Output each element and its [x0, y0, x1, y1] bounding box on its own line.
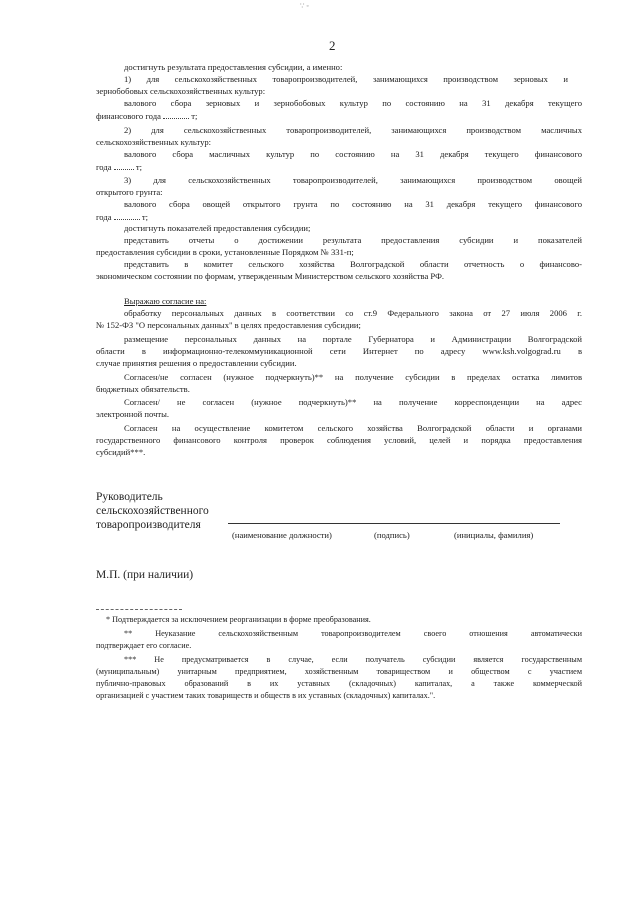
text-line: государственного финансового контроля проверок соблюдения условий, целей и порядка предоставления — [96, 435, 582, 445]
text-line: представить в комитет сельского хозяйства Волгоградской области отчетность о финансово- — [124, 259, 582, 269]
signature-line — [228, 523, 560, 524]
text-line: валового сбора овощей открытого грунта по состоянию на 31 декабря текущего финансового — [124, 199, 582, 209]
page-number: 2 — [329, 38, 336, 53]
footnote-3: *** Не предусматривается в случае, если получатель субсидии является государственным — [124, 655, 582, 664]
signature-title: товаропроизводителя — [96, 519, 201, 531]
text-line: Согласен/ не согласен (нужное подчеркнуть)** на получение корреспонденции на адрес — [124, 397, 582, 407]
text-line: 2) для сельскохозяйственных товаропроизводителей, занимающихся производством масличных — [124, 125, 582, 135]
text-line — [96, 211, 148, 223]
text-line — [96, 161, 142, 173]
text-fragment: т; — [141, 212, 149, 222]
text-line: бюджетных обязательств. — [96, 384, 190, 394]
text-fragment: финансового года — [96, 111, 161, 121]
top-page-mark: ∵ ◦ — [300, 2, 309, 10]
footnote-2: подтверждает его согласие. — [96, 641, 192, 650]
text-line: случае принятия решения о предоставлении субсидии. — [96, 358, 297, 368]
text-line: Согласен/не согласен (нужное подчеркнуть)** на получение субсидии в пределах остатка лимитов — [124, 372, 582, 382]
blank-field — [114, 211, 140, 220]
footnote-separator — [96, 609, 182, 610]
text-line: представить отчеты о достижении результата предоставления субсидии и показателей — [124, 235, 582, 245]
text-line: Согласен на осуществление комитетом сельского хозяйства Волгоградской области и органами — [124, 423, 582, 433]
stamp-note: М.П. (при наличии) — [96, 569, 194, 581]
blank-field — [163, 110, 189, 119]
text-line: субсидий***. — [96, 447, 146, 457]
footnote-2: ** Неуказание сельскохозяйственным товаропроизводителем своего отношения автоматически — [124, 629, 582, 638]
caption-initials: (инициалы, фамилия) — [454, 530, 534, 540]
text-line: области в информационно-телекоммуникационной сети Интернет по адресу www.ksh.volgograd.ru в — [96, 346, 582, 356]
text-line: обработку персональных данных в соответствии со ст.9 Федерального закона от 27 июля 2006 г. — [124, 308, 582, 318]
footnote-1: * Подтверждается за исключением реорганизации в форме преобразования. — [106, 615, 371, 624]
text-line: сельскохозяйственных культур: — [96, 137, 212, 147]
text-fragment: т; — [135, 162, 143, 172]
text-line: предоставления субсидии в сроки, установленные Порядком № 331-п; — [96, 247, 354, 257]
text-line: валового сбора зерновых и зернобобовых культур по состоянию на 31 декабря текущего — [124, 98, 582, 108]
text-line: достигнуть результата предоставления субсидии, а именно: — [124, 62, 343, 72]
text-line: электронной почты. — [96, 409, 170, 419]
text-line — [96, 110, 197, 122]
blank-field — [114, 161, 134, 170]
text-line: открытого грунта: — [96, 187, 163, 197]
text-line: 3) для сельскохозяйственных товаропроизводителей, занимающихся производством овощей — [124, 175, 582, 185]
text-line: № 152-ФЗ "О персональных данных" в целях предоставления субсидии; — [96, 320, 361, 330]
caption-signature: (подпись) — [374, 530, 410, 540]
signature-title: Руководитель — [96, 491, 163, 503]
text-fragment: года — [96, 162, 112, 172]
text-line: достигнуть показателей предоставления субсидии; — [124, 223, 311, 233]
caption-position: (наименование должности) — [232, 530, 332, 540]
footnote-3: организацией с участием таких товариществ и обществ в их уставных (складочных) капиталах.". — [96, 691, 436, 700]
signature-title: сельскохозяйственного — [96, 505, 209, 517]
text-line: 1) для сельскохозяйственных товаропроизводителей, занимающихся производством зерновых и — [124, 74, 568, 84]
text-line: размещение персональных данных на портале Губернатора и Администрации Волгоградской — [124, 334, 582, 344]
footnote-3: (муниципальным) унитарным предприятием, хозяйственным товариществом и обществом с участием — [96, 667, 582, 676]
text-line: экономическом состоянии по формам, утвержденным Министерством сельского хозяйства РФ. — [96, 271, 445, 281]
consent-heading: Выражаю согласие на: — [124, 296, 207, 306]
text-line: валового сбора масличных культур по состоянию на 31 декабря текущего финансового — [124, 149, 582, 159]
text-fragment: т; — [191, 111, 198, 121]
footnote-3: публично-правовых образований в их уставных (складочных) капиталах, а также коммерческой — [96, 679, 582, 688]
text-fragment: года — [96, 212, 112, 222]
text-line: зернобобовых сельскохозяйственных культур: — [96, 86, 266, 96]
